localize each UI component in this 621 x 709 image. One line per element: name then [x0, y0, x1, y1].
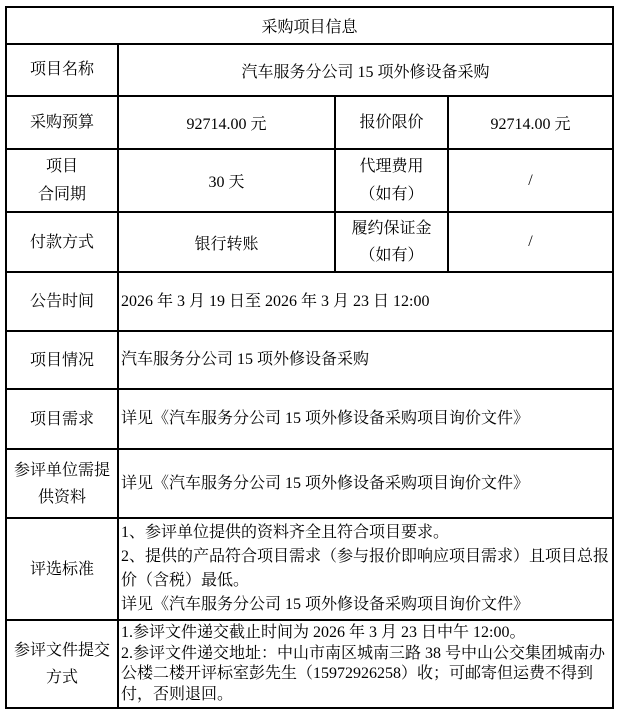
- label-budget: 采购预算: [6, 96, 118, 149]
- label-quote-limit: 报价限价: [335, 96, 448, 149]
- value-performance-bond: /: [448, 212, 613, 272]
- label-project-requirements: 项目需求: [6, 389, 118, 449]
- procurement-info-table: [5, 6, 614, 709]
- value-project-requirements: 详见《汽车服务分公司 15 项外修设备采购项目询价文件》: [118, 389, 613, 449]
- label-selection-criteria: 评选标准: [6, 518, 118, 620]
- value-project-overview: 汽车服务分公司 15 项外修设备采购: [118, 331, 613, 389]
- value-payment-method: 银行转账: [118, 212, 335, 272]
- value-selection-criteria: 1、参评单位提供的资料齐全且符合项目要求。 2、提供的产品符合项目需求（参与报价即响应项目需求）且项目总报价（含税）最低。 详见《汽车服务分公司 15 项外修设备采购项目询价文件》: [118, 518, 613, 620]
- value-announcement-time: 2026 年 3 月 19 日至 2026 年 3 月 23 日 12:00: [118, 272, 613, 331]
- label-performance-bond: 履约保证金 （如有）: [335, 212, 448, 272]
- label-contract-period: 项目 合同期: [6, 149, 118, 212]
- value-agency-fee: /: [448, 149, 613, 212]
- value-budget: 92714.00 元: [118, 96, 335, 149]
- label-project-name: 项目名称: [6, 44, 118, 96]
- label-payment-method: 付款方式: [6, 212, 118, 272]
- value-contract-period: 30 天: [118, 149, 335, 212]
- label-announcement-time: 公告时间: [6, 272, 118, 331]
- value-project-name: 汽车服务分公司 15 项外修设备采购: [118, 44, 613, 96]
- label-project-overview: 项目情况: [6, 331, 118, 389]
- label-agency-fee: 代理费用 （如有）: [335, 149, 448, 212]
- value-submission-method: 1.参评文件递交截止时间为 2026 年 3 月 23 日中午 12:00。 2.参评文件递交地址：中山市南区城南三路 38 号中山公交集团城南办公楼二楼开评标室彭先生（15972926258）收；可邮寄但运费不得到付，否则退回。: [118, 620, 613, 708]
- table-title: 采购项目信息: [6, 7, 613, 44]
- value-quote-limit: 92714.00 元: [448, 96, 613, 149]
- label-participant-materials: 参评单位需提 供资料: [6, 449, 118, 518]
- label-submission-method: 参评文件提交 方式: [6, 620, 118, 708]
- value-participant-materials: 详见《汽车服务分公司 15 项外修设备采购项目询价文件》: [118, 449, 613, 518]
